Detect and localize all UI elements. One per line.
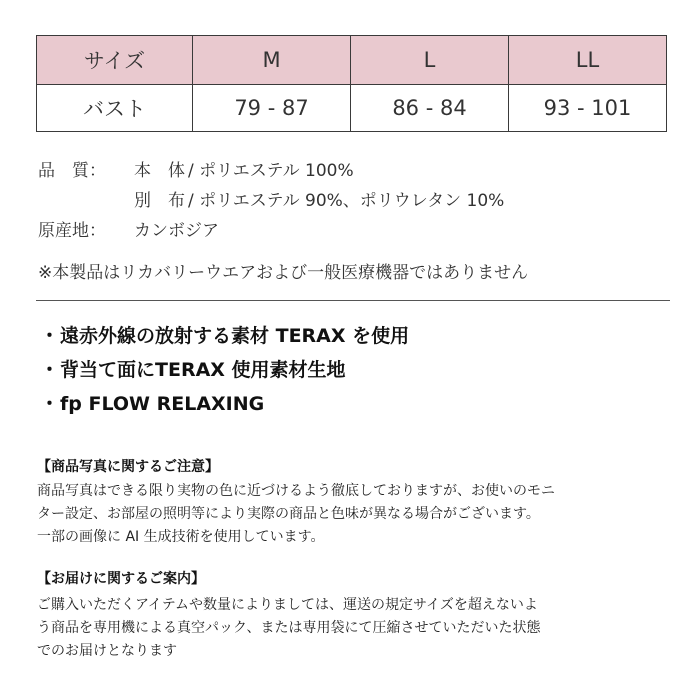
bust-cell: バスト — [37, 85, 193, 132]
size-header-cell: LL — [509, 36, 667, 85]
bust-cell: 93 - 101 — [509, 85, 667, 132]
body-value: / ポリエステル 100% — [188, 161, 354, 181]
photo-notice-line: 一部の画像に AI 生成技術を使用しています。 — [37, 529, 325, 545]
feature-text: fp FLOW RELAXING — [60, 393, 265, 415]
size-header-cell: サイズ — [37, 36, 193, 85]
delivery-notice-line: ご購入いただくアイテムや数量によりましては、運送の規定サイズを超えないよ — [37, 597, 538, 613]
sub-value: / ポリエステル 90%、ポリウレタン 10% — [188, 191, 505, 211]
origin-line — [38, 216, 219, 241]
photo-notice-title: 【商品写真に関するご注意】 — [37, 459, 219, 475]
feature-item — [40, 321, 409, 348]
size-table — [36, 35, 667, 132]
disclaimer: ※本製品はリカバリーウエアおよび一般医療機器ではありません — [38, 263, 529, 283]
quality-label: 品 質： — [38, 161, 106, 181]
origin-label: 原産地： — [38, 221, 106, 241]
delivery-notice-body — [37, 594, 669, 663]
delivery-notice-title: 【お届けに関するご案内】 — [37, 571, 205, 587]
feature-text: 背当て面にTERAX 使用素材生地 — [60, 359, 346, 381]
bust-cell: 86 - 84 — [351, 85, 509, 132]
quality-sub-line — [38, 186, 504, 211]
origin-value: カンボジア — [134, 221, 219, 241]
divider — [36, 300, 670, 301]
size-header-cell: L — [351, 36, 509, 85]
sub-key: 別 布 — [134, 191, 185, 211]
feature-text: 遠赤外線の放射する素材 TERAX を使用 — [60, 325, 410, 347]
bust-row — [37, 85, 667, 132]
size-table-header-row — [37, 36, 667, 85]
delivery-notice-line: う商品を専用機による真空パック、または専用袋にて圧縮させていただいた状態 — [37, 620, 541, 636]
bullet: ・ — [40, 393, 60, 415]
feature-item — [40, 355, 346, 382]
bullet: ・ — [40, 359, 60, 381]
feature-item — [40, 389, 264, 416]
bust-cell: 79 - 87 — [193, 85, 351, 132]
quality-body-line — [38, 156, 354, 181]
size-header-cell: M — [193, 36, 351, 85]
body-key: 本 体 — [134, 161, 185, 181]
photo-notice-line: ター設定、お部屋の照明等により実際の商品と色味が異なる場合がございます。 — [37, 506, 540, 522]
photo-notice-body — [37, 480, 669, 549]
bullet: ・ — [40, 325, 60, 347]
delivery-notice-line: でのお届けとなります — [37, 643, 177, 659]
photo-notice-line: 商品写真はできる限り実物の色に近づけるよう徹底しておりますが、お使いのモニ — [37, 483, 555, 499]
